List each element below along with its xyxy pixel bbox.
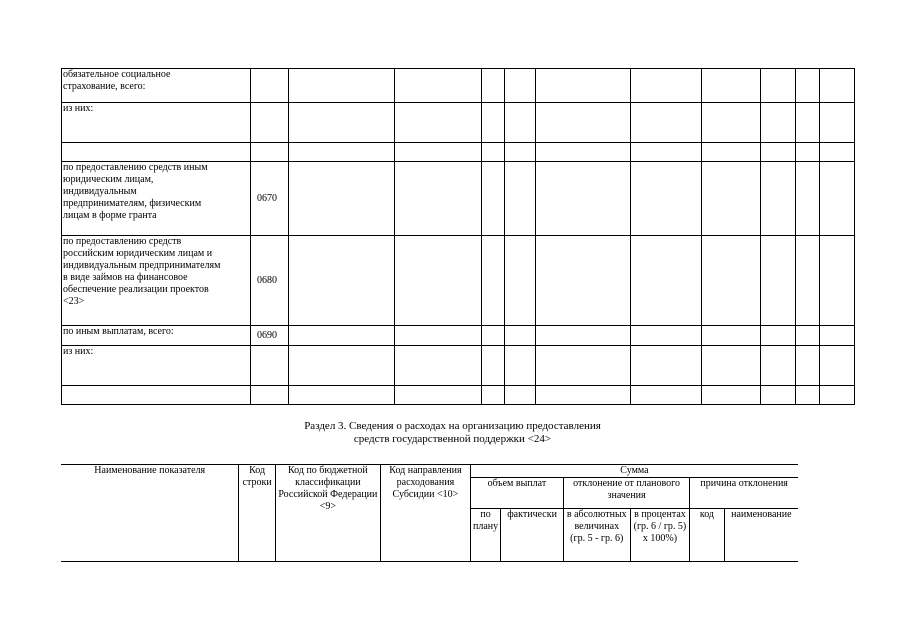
row-name: из них: [62,103,251,143]
empty-cell [702,346,761,386]
empty-cell [395,346,482,386]
empty-cell [631,69,702,103]
empty-cell [796,326,820,346]
empty-cell [761,143,796,162]
empty-cell [761,236,796,326]
empty-cell [536,326,631,346]
row-name: обязательное социальное страхование, всего: [62,69,251,103]
empty-cell [796,162,820,236]
header-deviation: отклонение от планового значения [563,478,689,509]
table-row [62,386,855,405]
empty-cell [289,326,395,346]
row-code [251,143,289,162]
empty-cell [820,326,855,346]
header-naming: наименование [724,509,798,562]
empty-cell [536,103,631,143]
row-name: по предоставлению средств иным юридическим лицам, индивидуальным предпринимателям, физическим лицам в форме гранта [62,162,251,236]
header-deviation-reason: причина отклонения [690,478,798,509]
empty-cell [631,386,702,405]
row-code [251,69,289,103]
empty-cell [702,162,761,236]
header-absolute: в абсолютных величинах (гр. 5 - гр. 6) [563,509,630,562]
header-percent: в процентах (гр. 6 / гр. 5) x 100%) [630,509,690,562]
empty-cell [395,236,482,326]
table-row [62,346,855,386]
empty-cell [796,103,820,143]
empty-cell [631,143,702,162]
empty-cell [702,326,761,346]
header-plan: по плану [470,509,500,562]
empty-cell [395,69,482,103]
table-row [62,69,855,103]
table-row [62,236,855,326]
row-code [251,103,289,143]
empty-cell [536,143,631,162]
empty-cell [631,326,702,346]
empty-cell [820,346,855,386]
empty-cell [796,143,820,162]
header-budget-code: Код по бюджетной классификации Российской Федерации <9> [275,465,380,562]
empty-cell [395,103,482,143]
empty-cell [482,143,505,162]
table-row [62,103,855,143]
empty-cell [536,236,631,326]
row-name: по предоставлению средств российским юридическим лицам и индивидуальным предпринимателям в виде займов на финансовое обеспечение реализации проектов <23> [62,236,251,326]
section3-title [0,420,905,446]
empty-cell [482,326,505,346]
row-code: 0670 [251,162,289,236]
empty-cell [482,236,505,326]
empty-cell [289,103,395,143]
empty-cell [761,386,796,405]
row-name: из них: [62,346,251,386]
row-code: 0680 [251,236,289,326]
empty-cell [702,236,761,326]
empty-cell [536,162,631,236]
header-direction-code: Код направления расходования Субсидии <10> [380,465,470,562]
empty-cell [761,69,796,103]
empty-cell [761,162,796,236]
empty-cell [505,103,536,143]
empty-cell [631,162,702,236]
section3-table [61,464,798,562]
empty-cell [395,143,482,162]
empty-cell [796,236,820,326]
empty-cell [505,346,536,386]
section3-title-line2: средств государственной поддержки <24> [353,433,552,445]
table-row [62,143,855,162]
empty-cell [395,386,482,405]
empty-cell [482,386,505,405]
header-name: Наименование показателя [61,465,239,562]
empty-cell [395,326,482,346]
header-actual: фактически [501,509,564,562]
row-name: по иным выплатам, всего: [62,326,251,346]
empty-cell [289,162,395,236]
empty-cell [761,103,796,143]
empty-cell [702,69,761,103]
empty-cell [536,346,631,386]
empty-cell [702,143,761,162]
header-payments-volume: объем выплат [470,478,563,509]
empty-cell [820,386,855,405]
row-name [62,143,251,162]
empty-cell [702,103,761,143]
section3-title-line1: Раздел 3. Сведения о расходах на организацию предоставления [304,420,601,432]
header-code: код [690,509,724,562]
empty-cell [289,69,395,103]
empty-cell [289,236,395,326]
empty-cell [482,69,505,103]
row-code [251,386,289,405]
empty-cell [761,346,796,386]
empty-cell [796,386,820,405]
table-row [62,326,855,346]
empty-cell [482,346,505,386]
empty-cell [505,236,536,326]
empty-cell [536,386,631,405]
empty-cell [820,236,855,326]
empty-cell [505,386,536,405]
empty-cell [796,346,820,386]
header-row-code: Код строки [239,465,275,562]
section2-table [61,68,855,405]
row-code [251,346,289,386]
empty-cell [289,346,395,386]
empty-cell [820,103,855,143]
empty-cell [820,143,855,162]
empty-cell [631,346,702,386]
empty-cell [820,69,855,103]
empty-cell [482,162,505,236]
empty-cell [482,103,505,143]
table-row [62,162,855,236]
empty-cell [395,162,482,236]
header-sum: Сумма [470,465,798,478]
empty-cell [796,69,820,103]
row-name [62,386,251,405]
empty-cell [761,326,796,346]
empty-cell [505,162,536,236]
empty-cell [631,103,702,143]
empty-cell [631,236,702,326]
row-code: 0690 [251,326,289,346]
empty-cell [702,386,761,405]
empty-cell [820,162,855,236]
empty-cell [505,326,536,346]
empty-cell [505,143,536,162]
empty-cell [289,143,395,162]
empty-cell [289,386,395,405]
empty-cell [505,69,536,103]
empty-cell [536,69,631,103]
